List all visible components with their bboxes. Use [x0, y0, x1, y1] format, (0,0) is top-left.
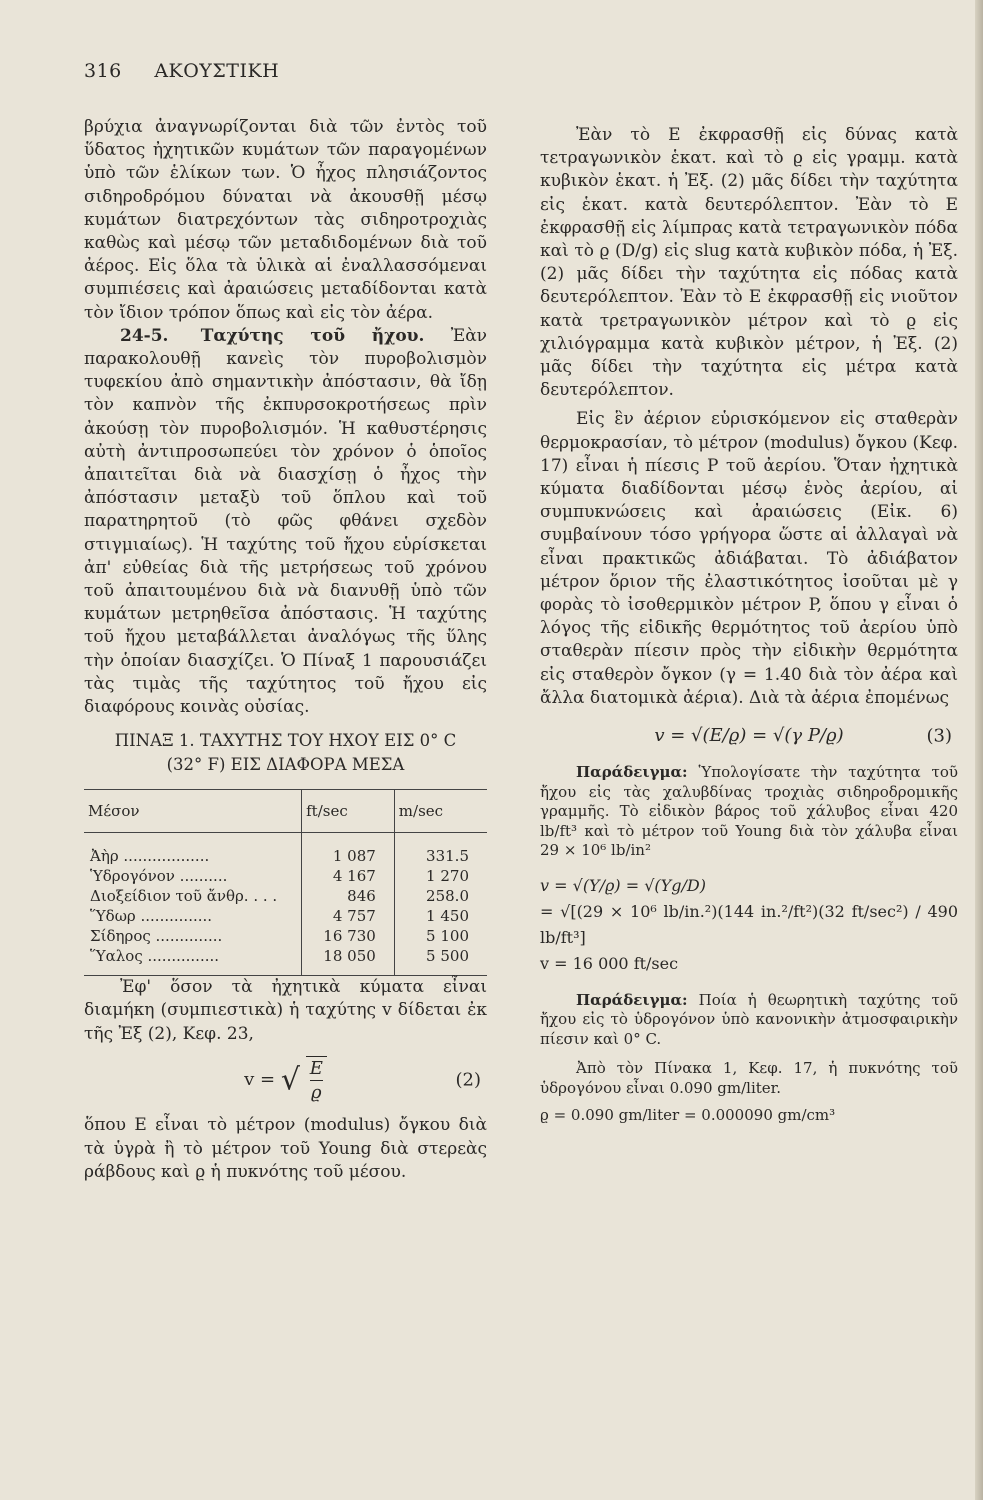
cell-medium: Διοξείδιον τοῦ ἄνθρ. . . . [90, 887, 278, 906]
example-label: Παράδειγμα: [576, 990, 688, 1009]
cell-medium: Ὑδρογόνον .......... [90, 867, 228, 886]
cell-m-sec: 5 100 [394, 926, 487, 946]
running-title: ΑΚΟΥΣΤΙΚΗ [154, 60, 280, 82]
example-label: Παράδειγμα: [576, 763, 688, 782]
cell-medium: Σίδηρος .............. [90, 927, 223, 946]
cell-ft-sec: 18 050 [302, 946, 395, 976]
table-caption-line-2: (32° F) ΕΙΣ ΔΙΑΦΟΡΑ ΜΕΣΑ [166, 755, 405, 775]
paragraph: Ἐὰν τὸ E ἐκφρασθῇ εἰς δύνας κατὰ τετραγωνικὸν ἑκατ. καὶ τὸ ϱ εἰς γραμμ. κατὰ κυβικὸν ἑκατ. ἡ Ἐξ. (2) μᾶς δίδει τὴν ταχύτητα εἰς ἑκατ. κατὰ δευτερόλεπτον. Ἐὰν τὸ E ἐκφρασθῇ εἰς λίμπρας κατὰ τετραγωνικὸν πόδα καὶ τὸ ϱ (D/g) εἰς slug κατὰ κυβικὸν πόδα, ἡ Ἐξ. (2) μᾶς δίδει τὴν ταχύτητα εἰς πόδας κατὰ δευτερόλεπτον. Ἐὰν τὸ E ἐκφρασθῇ εἰς νιοῦτον κατὰ τρετραγωνικὸν μέτρον καὶ τὸ ϱ εἰς χιλιόγραμμα κατὰ κυβικὸν μέτρον, ἡ Ἐξ. (2) μᾶς δίδει τὴν ταχύτητα εἰς μέτρα κατὰ δευτερόλεπτον. [540, 125, 958, 401]
cell-medium: Ὕδωρ ............... [90, 907, 213, 926]
speed-of-sound-table [84, 789, 487, 976]
cell-ft-sec: 846 [302, 886, 395, 906]
table-row [84, 926, 487, 946]
equation-numerator: E [310, 1057, 323, 1081]
cell-m-sec: 1 450 [394, 906, 487, 926]
paragraph: Εἰς ἓν ἀέριον εὑρισκόμενον εἰς σταθερὰν θερμοκρασίαν, τὸ μέτρον (modulus) ὄγκου (Κεφ. 17) εἶναι ἡ πίεσις P τοῦ ἀερίου. Ὅταν ἠχητικὰ κύματα διαδίδονται μέσῳ ἑνὸς ἀερίου, αἱ συμπυκνώσεις καὶ ἀραιώσεις (Εἰκ. 6) συμβαίνουν τόσο γρήγορα ὥστε αἱ ἀλλαγαὶ νὰ εἶναι πρακτικῶς ἀδιάβαται. Τὸ ἀδιάβατον μέτρον ὅριον τῆς ἐλαστικότητος ἰσοῦται μὲ γ φορὰς τὸ ἰσοθερμικὸν μέτρον P, ὅπου γ εἶναι ὁ λόγος τῆς εἰδικῆς θερμότητος τοῦ ἀερίου ὑπὸ σταθερὰν πίεσιν πρὸς τὴν εἰδικὴν θερμότητα εἰς σταθερὸν ὄγκον (γ = 1.40 διὰ τὸν ἀέρα καὶ ἄλλα διατομικὰ ἀέρια). Διὰ τὰ ἀέρια ἐπομένως [540, 409, 958, 708]
cell-m-sec: 258.0 [394, 886, 487, 906]
table-row [84, 906, 487, 926]
column-header-ft-sec: ft/sec [302, 790, 395, 833]
table-row [84, 833, 487, 867]
table-row [84, 866, 487, 886]
equation-number: (3) [926, 725, 952, 747]
table-row [84, 886, 487, 906]
running-header [84, 60, 279, 82]
cell-m-sec: 1 270 [394, 866, 487, 886]
paragraph: ὅπου E εἶναι τὸ μέτρον (modulus) ὄγκου διὰ τὰ ὑγρὰ ἢ τὸ μέτρον τοῦ Young διὰ στερεὰς ράβδους καὶ ϱ ἡ πυκνότης τοῦ μέσου. [84, 1115, 487, 1182]
cell-medium: Ὕαλος ............... [84, 946, 302, 976]
calculation-line: = √[(29 × 10⁶ lb/in.²)(144 in.²/ft²)(32 ft/sec²) / 490 lb/ft³] [540, 901, 958, 947]
cell-m-sec: 5 500 [394, 946, 487, 976]
paragraph: Ἀπὸ τὸν Πίνακα 1, Κεφ. 17, ἡ πυκνότης τοῦ ὑδρογόνου εἶναι 0.090 gm/liter. [540, 1059, 958, 1097]
page-number: 316 [84, 60, 122, 82]
sqrt-symbol: √ [280, 1062, 300, 1098]
column-header-medium: Μέσον [84, 790, 302, 833]
paragraph: Ἐφ' ὅσον τὰ ἠχητικὰ κύματα εἶναι διαμήκη (συμπιεστικὰ) ἡ ταχύτης v δίδεται ἐκ τῆς Ἐξ (2), Κεφ. 23, [84, 977, 487, 1044]
example-1 [540, 763, 958, 861]
left-column [84, 116, 487, 1184]
example-text: Ὑπολογίσατε τὴν ταχύτητα τοῦ ἤχου εἰς τὰς χαλυβδίνας τροχιὰς σιδηροδρομικῆς γραμμῆς. Τὸ εἰδικὸν βάρος τοῦ χάλυβος εἶναι 420 lb/ft³ καὶ τὸ μέτρον τοῦ Young διὰ τὸν χάλυβα εἶναι 29 × 10⁶ lb/in² [540, 763, 958, 860]
section-text: Ἐὰν παρακολουθῇ κανεὶς τὸν πυροβολισμὸν τυφεκίου ἀπὸ σημαντικὴν ἀπόστασιν, θὰ ἴδῃ τὸν καπνὸν τῆς ἐκπυρσοκροτήσεως πρὶν ἀκούσῃ τὸν πυροβολισμόν. Ἡ καθυστέρησις αὐτὴ ἀντιπροσωπεύει τὸν χρόνον ὁ ὁποῖος ἀπαιτεῖται διὰ νὰ διασχίσῃ ὁ ἦχος τὴν ἀπόστασιν μεταξὺ τοῦ ὅπλου καὶ τοῦ παρατηρητοῦ (τὸ φῶς φθάνει σχεδὸν στιγμιαίως). Ἡ ταχύτης τοῦ ἤχου εὑρίσκεται ἀπ' εὐθείας διὰ τῆς μετρήσεως τοῦ χρόνου τοῦ ἀπαιτουμένου διὰ νὰ διανυθῇ ὑπὸ τῶν κυμάτων μετρηθεῖσα ἀπόστασις. Ἡ ταχύτης τοῦ ἤχου μεταβάλλεται ἀναλόγως τῆς ὕλης τὴν ὁποίαν διασχίζει. Ὁ Πίναξ 1 παρουσιάζει τὰς τιμὰς τῆς ταχύτητος τοῦ ἤχου εἰς διαφόρους κοινὰς οὐσίας. [84, 325, 488, 718]
cell-m-sec: 331.5 [394, 833, 487, 867]
table-header-row [84, 790, 487, 833]
equation-denominator: ϱ [310, 1082, 322, 1104]
cell-ft-sec: 4 167 [302, 866, 395, 886]
section-title: Ταχύτης τοῦ ἤχου. [200, 325, 425, 346]
cell-medium: Ἀὴρ .................. [90, 847, 210, 866]
table-caption-line-1: ΠΙΝΑΞ 1. ΤΑΧΥΤΗΣ ΤΟΥ ΗΧΟΥ ΕΙΣ 0° C [114, 731, 457, 751]
column-header-m-sec: m/sec [394, 790, 487, 833]
equation-lhs: v = [244, 1069, 276, 1091]
cell-ft-sec: 16 730 [302, 926, 395, 946]
example-2 [540, 991, 958, 1050]
cell-ft-sec: 4 757 [302, 906, 395, 926]
equation-2 [84, 1056, 487, 1104]
example-text: Ποία ἡ θεωρητικὴ ταχύτης τοῦ ἤχου εἰς τὸ ὑδρογόνον ὑπὸ κανονικὴν ἀτμοσφαιρικὴν πίεσιν καὶ 0° C. [540, 990, 958, 1048]
page-edge [975, 0, 983, 1500]
calculation-result: v = 16 000 ft/sec [540, 953, 679, 973]
right-column [540, 124, 958, 1126]
table-row [84, 946, 487, 976]
table-caption [84, 729, 487, 777]
paragraph: βρύχια ἀναγνωρίζονται διὰ τῶν ἐντὸς τοῦ ὕδατος ἠχητικῶν κυμάτων τῶν παραγομένων ὑπὸ τῶν ἑλίκων των. Ὁ ἦχος πλησιάζοντος σιδηροδρόμου δύναται νὰ ἀκουσθῇ μέσῳ κυμάτων διατρεχόντων τὰς σιδηροτροχιὰς καθὼς καὶ μέσῳ τῶν μεταδιδομένων διὰ τοῦ ἀέρος. Εἰς ὅλα τὰ ὑλικὰ αἱ ἐναλλασσόμεναι συμπιέσεις καὶ ἀραιώσεις μεταδίδονται κατὰ τὸν ἴδιον τρόπον ὅπως καὶ εἰς τὸν ἀέρα. [84, 117, 487, 323]
calculation-result: ϱ = 0.090 gm/liter = 0.000090 gm/cm³ [540, 1106, 836, 1125]
section-paragraph [84, 325, 487, 719]
equation-text: v = √(E/ϱ) = √(γ P/ϱ) [654, 725, 844, 747]
calculation-block [540, 873, 958, 977]
cell-ft-sec: 1 087 [302, 833, 395, 867]
section-number: 24-5. [120, 325, 169, 346]
equation-3 [540, 724, 958, 747]
equation-number: (2) [455, 1069, 481, 1091]
calculation-line: v = √(Y/ϱ) = √(Yg/D) [540, 875, 706, 895]
